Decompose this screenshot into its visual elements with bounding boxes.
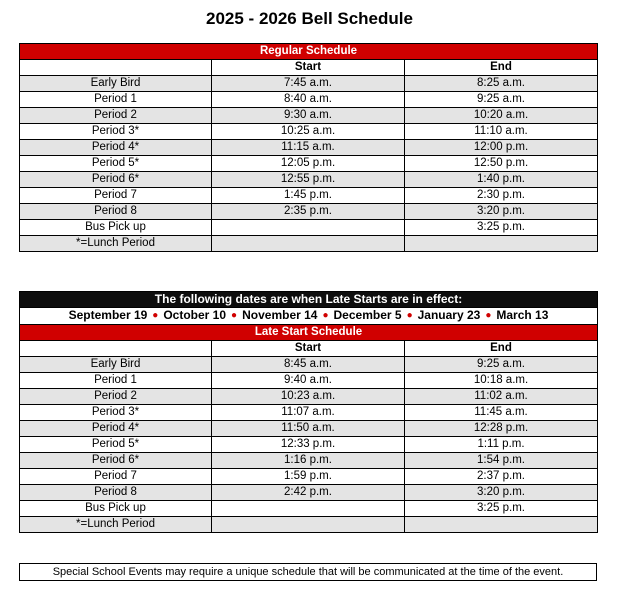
- start-time-cell: 7:45 a.m.: [212, 76, 405, 92]
- start-time-cell: 1:45 p.m.: [212, 188, 405, 204]
- start-time-cell: 10:23 a.m.: [212, 389, 405, 405]
- table-row: [20, 373, 598, 389]
- page-title: 2025 - 2026 Bell Schedule: [206, 9, 413, 28]
- table-row: [20, 124, 598, 140]
- table-row: [20, 453, 598, 469]
- period-name-cell: Early Bird: [20, 76, 212, 92]
- table-row: [20, 92, 598, 108]
- late-start-schedule-header: [20, 325, 598, 341]
- period-name-cell: Period 6*: [20, 453, 212, 469]
- late-start-dates-row: [20, 308, 598, 325]
- end-time-cell: 3:25 p.m.: [405, 501, 598, 517]
- table-row: [20, 140, 598, 156]
- period-name-cell: Period 3*: [20, 124, 212, 140]
- column-header-period: [20, 341, 212, 357]
- column-header-end: End: [405, 60, 598, 76]
- table-row: [20, 389, 598, 405]
- end-time-cell: 1:40 p.m.: [405, 172, 598, 188]
- bullet-icon: ●: [406, 310, 413, 321]
- period-name-cell: Period 1: [20, 373, 212, 389]
- end-time-cell: 12:28 p.m.: [405, 421, 598, 437]
- end-time-cell: 3:25 p.m.: [405, 220, 598, 236]
- column-header-start: Start: [212, 341, 405, 357]
- end-time-cell: 1:11 p.m.: [405, 437, 598, 453]
- regular-schedule-heading: Regular Schedule: [20, 44, 598, 60]
- period-name-cell: Early Bird: [20, 357, 212, 373]
- regular-column-headers: [20, 60, 598, 76]
- late-start-date: December 5: [333, 308, 402, 322]
- period-name-cell: Period 8: [20, 485, 212, 501]
- table-row: [20, 220, 598, 236]
- table-row: [20, 469, 598, 485]
- late-column-headers: [20, 341, 598, 357]
- end-time-cell: 3:20 p.m.: [405, 485, 598, 501]
- period-name-cell: Period 7: [20, 188, 212, 204]
- table-row: [20, 517, 598, 533]
- late-start-date: September 19: [68, 308, 148, 322]
- end-time-cell: 3:20 p.m.: [405, 204, 598, 220]
- start-time-cell: 9:30 a.m.: [212, 108, 405, 124]
- period-name-cell: Period 1: [20, 92, 212, 108]
- table-row: [20, 236, 598, 252]
- end-time-cell: 8:25 a.m.: [405, 76, 598, 92]
- late-start-table: [19, 291, 598, 533]
- start-time-cell: 12:05 p.m.: [212, 156, 405, 172]
- period-name-cell: Period 7: [20, 469, 212, 485]
- bullet-icon: ●: [152, 310, 159, 321]
- end-time-cell: 11:10 a.m.: [405, 124, 598, 140]
- start-time-cell: 11:07 a.m.: [212, 405, 405, 421]
- late-start-date: November 14: [242, 308, 318, 322]
- period-name-cell: Bus Pick up: [20, 501, 212, 517]
- start-time-cell: 2:42 p.m.: [212, 485, 405, 501]
- end-time-cell: 10:20 a.m.: [405, 108, 598, 124]
- start-time-cell: [212, 220, 405, 236]
- start-time-cell: [212, 501, 405, 517]
- late-start-date: October 10: [163, 308, 227, 322]
- start-time-cell: [212, 517, 405, 533]
- table-row: [20, 405, 598, 421]
- late-start-notice: The following dates are when Late Starts are in effect:: [20, 292, 598, 308]
- period-name-cell: Period 2: [20, 389, 212, 405]
- end-time-cell: [405, 517, 598, 533]
- end-time-cell: 1:54 p.m.: [405, 453, 598, 469]
- regular-schedule-header: [20, 44, 598, 60]
- period-name-cell: *=Lunch Period: [20, 236, 212, 252]
- period-name-cell: Period 3*: [20, 405, 212, 421]
- regular-schedule-table: [19, 43, 598, 252]
- start-time-cell: 2:35 p.m.: [212, 204, 405, 220]
- table-row: [20, 421, 598, 437]
- end-time-cell: 11:45 a.m.: [405, 405, 598, 421]
- period-name-cell: Period 5*: [20, 437, 212, 453]
- table-row: [20, 108, 598, 124]
- start-time-cell: 8:40 a.m.: [212, 92, 405, 108]
- end-time-cell: 2:30 p.m.: [405, 188, 598, 204]
- period-name-cell: Bus Pick up: [20, 220, 212, 236]
- end-time-cell: 12:50 p.m.: [405, 156, 598, 172]
- end-time-cell: 11:02 a.m.: [405, 389, 598, 405]
- column-header-period: [20, 60, 212, 76]
- table-row: [20, 357, 598, 373]
- period-name-cell: Period 2: [20, 108, 212, 124]
- start-time-cell: 10:25 a.m.: [212, 124, 405, 140]
- late-start-schedule-heading: Late Start Schedule: [20, 325, 598, 341]
- table-row: [20, 501, 598, 517]
- start-time-cell: 11:15 a.m.: [212, 140, 405, 156]
- table-row: [20, 188, 598, 204]
- end-time-cell: [405, 236, 598, 252]
- bullet-icon: ●: [322, 310, 329, 321]
- end-time-cell: 9:25 a.m.: [405, 357, 598, 373]
- period-name-cell: Period 5*: [20, 156, 212, 172]
- start-time-cell: 12:33 p.m.: [212, 437, 405, 453]
- start-time-cell: 12:55 p.m.: [212, 172, 405, 188]
- table-row: [20, 156, 598, 172]
- end-time-cell: 2:37 p.m.: [405, 469, 598, 485]
- start-time-cell: 11:50 a.m.: [212, 421, 405, 437]
- late-start-date: March 13: [496, 308, 549, 322]
- period-name-cell: Period 4*: [20, 421, 212, 437]
- column-header-start: Start: [212, 60, 405, 76]
- bullet-icon: ●: [485, 310, 492, 321]
- end-time-cell: 10:18 a.m.: [405, 373, 598, 389]
- end-time-cell: 12:00 p.m.: [405, 140, 598, 156]
- late-start-date: January 23: [417, 308, 481, 322]
- late-start-notice-row: [20, 292, 598, 308]
- period-name-cell: Period 8: [20, 204, 212, 220]
- table-row: [20, 76, 598, 92]
- start-time-cell: 1:16 p.m.: [212, 453, 405, 469]
- end-time-cell: 9:25 a.m.: [405, 92, 598, 108]
- table-row: [20, 485, 598, 501]
- table-row: [20, 437, 598, 453]
- period-name-cell: *=Lunch Period: [20, 517, 212, 533]
- bullet-icon: ●: [231, 310, 238, 321]
- period-name-cell: Period 6*: [20, 172, 212, 188]
- start-time-cell: 1:59 p.m.: [212, 469, 405, 485]
- period-name-cell: Period 4*: [20, 140, 212, 156]
- start-time-cell: 9:40 a.m.: [212, 373, 405, 389]
- start-time-cell: [212, 236, 405, 252]
- column-header-end: End: [405, 341, 598, 357]
- footer-note: Special School Events may require a unique schedule that will be communicated at the time of the event.: [19, 563, 597, 581]
- late-start-dates: [20, 308, 598, 325]
- table-row: [20, 204, 598, 220]
- start-time-cell: 8:45 a.m.: [212, 357, 405, 373]
- table-row: [20, 172, 598, 188]
